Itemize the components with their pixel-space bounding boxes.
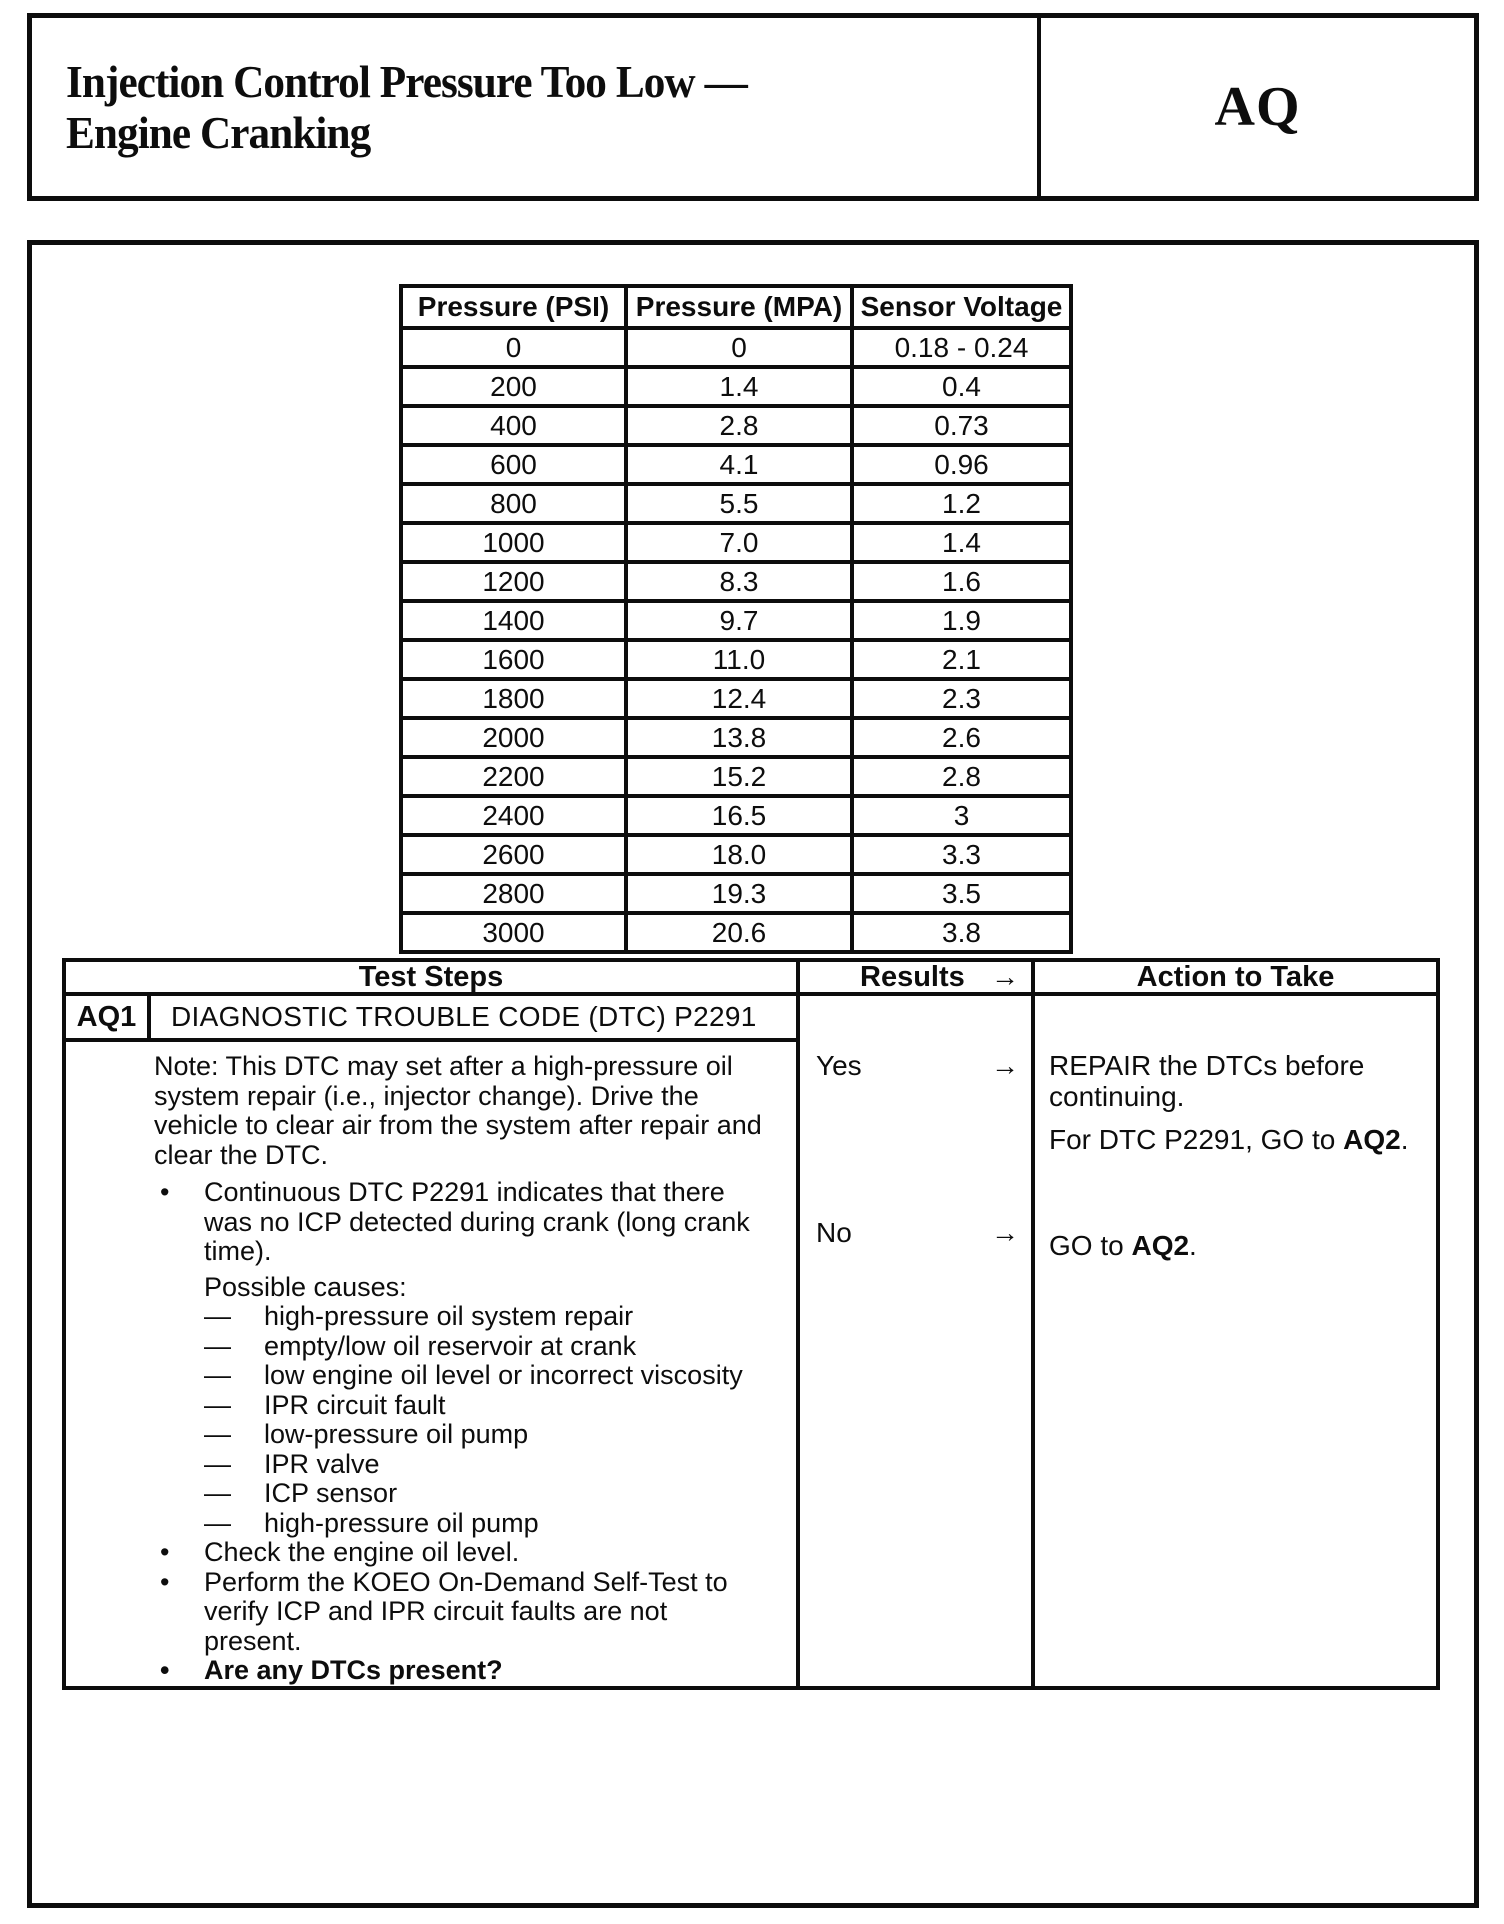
pressure-cell: 1.6 [852, 562, 1071, 601]
causes-list [154, 1302, 778, 1538]
pressure-cell: 1200 [401, 562, 626, 601]
cause-item [204, 1509, 778, 1539]
goto-step-ref: AQ2 [1343, 1124, 1401, 1155]
bullet-icon: • [160, 1566, 170, 1597]
cause-item [204, 1479, 778, 1509]
pressure-row [401, 718, 1071, 757]
bullet-text: Check the engine oil level. [204, 1537, 520, 1567]
pressure-cell: 8.3 [626, 562, 852, 601]
step-title: DIAGNOSTIC TROUBLE CODE (DTC) P2291 [171, 1001, 757, 1032]
step-instructions [66, 1042, 796, 1686]
step-header-row [66, 996, 796, 1042]
code-cell [1041, 18, 1474, 196]
goto-text: For DTC P2291, GO to [1049, 1124, 1344, 1155]
pressure-cell: 1400 [401, 601, 626, 640]
pressure-cell: 400 [401, 406, 626, 445]
pressure-cell: 0.4 [852, 367, 1071, 406]
dash-icon: — [204, 1301, 231, 1331]
right-arrow-icon: → [991, 1050, 1019, 1081]
list-item-question [160, 1656, 778, 1686]
pressure-row [401, 835, 1071, 874]
page-title [66, 56, 747, 158]
action-yes-block [1049, 1050, 1419, 1155]
cause-text: low-pressure oil pump [264, 1419, 529, 1449]
goto-period: . [1400, 1124, 1409, 1155]
pressure-cell: 2200 [401, 757, 626, 796]
pressure-cell: 3.5 [852, 874, 1071, 913]
pressure-cell: 19.3 [626, 874, 852, 913]
pressure-cell: 2800 [401, 874, 626, 913]
cause-item [204, 1391, 778, 1421]
cause-item [204, 1361, 778, 1391]
col-header-sensor-voltage: Sensor Voltage [852, 286, 1071, 328]
pressure-row [401, 757, 1071, 796]
pressure-cell: 0 [626, 328, 852, 367]
pressure-cell: 1800 [401, 679, 626, 718]
pressure-row [401, 913, 1071, 952]
result-yes-row [800, 1050, 1031, 1082]
action-yes-goto [1049, 1124, 1419, 1155]
cause-text: low engine oil level or incorrect viscosity [264, 1360, 743, 1390]
pressure-cell: 600 [401, 445, 626, 484]
pressure-cell: 2600 [401, 835, 626, 874]
pressure-cell: 11.0 [626, 640, 852, 679]
pressure-cell: 1.9 [852, 601, 1071, 640]
pressure-row [401, 406, 1071, 445]
result-no-label: No [816, 1217, 852, 1248]
pressure-cell: 3000 [401, 913, 626, 952]
pressure-cell: 5.5 [626, 484, 852, 523]
pressure-cell: 1000 [401, 523, 626, 562]
pressure-cell: 2400 [401, 796, 626, 835]
pressure-cell: 15.2 [626, 757, 852, 796]
dash-icon: — [204, 1507, 231, 1538]
bullet-icon: • [160, 1537, 170, 1567]
cause-item [204, 1420, 778, 1450]
dash-icon: — [204, 1419, 231, 1449]
results-cell [800, 996, 1035, 1686]
pressure-cell: 3.3 [852, 835, 1071, 874]
bullet-icon: • [160, 1177, 170, 1207]
cause-item [204, 1332, 778, 1362]
goto-period: . [1189, 1230, 1197, 1261]
list-item [160, 1178, 778, 1267]
pressure-cell: 18.0 [626, 835, 852, 874]
col-header-pressure-mpa: Pressure (MPA) [626, 286, 852, 328]
step-id: AQ1 [66, 996, 151, 1038]
cause-item [204, 1450, 778, 1480]
pressure-cell: 7.0 [626, 523, 852, 562]
col-header-results [800, 962, 1035, 996]
test-steps-cell [66, 996, 800, 1686]
pressure-row [401, 484, 1071, 523]
pressure-cell: 1.2 [852, 484, 1071, 523]
cause-text: high-pressure oil pump [264, 1507, 539, 1538]
pressure-cell: 2000 [401, 718, 626, 757]
procedure-code: AQ [1214, 76, 1301, 138]
dash-icon: — [204, 1478, 231, 1508]
action-cell [1035, 996, 1436, 1686]
dash-icon: — [204, 1330, 231, 1361]
right-arrow-icon: → [991, 1217, 1019, 1248]
pressure-cell: 3.8 [852, 913, 1071, 952]
col-header-pressure-psi: Pressure (PSI) [401, 286, 626, 328]
list-item [160, 1568, 778, 1657]
action-yes-text: REPAIR the DTCs before continuing. [1049, 1050, 1365, 1112]
cause-text: ICP sensor [264, 1478, 398, 1508]
page-title-line2: Engine Cranking [66, 107, 371, 158]
pressure-row [401, 601, 1071, 640]
pressure-cell: 1.4 [852, 523, 1071, 562]
bullet-text: Perform the KOEO On-Demand Self-Test to verify ICP and IPR circuit faults are not present. [204, 1566, 728, 1656]
result-no-row [800, 1217, 1031, 1249]
col-header-action: Action to Take [1035, 962, 1436, 996]
pressure-cell: 2.8 [852, 757, 1071, 796]
pressure-row [401, 679, 1071, 718]
page-title-line1: Injection Control Pressure Too Low — [66, 56, 747, 107]
pressure-row [401, 562, 1071, 601]
pressure-header-row [401, 286, 1071, 328]
pressure-cell: 16.5 [626, 796, 852, 835]
right-arrow-icon: → [991, 961, 1019, 992]
step-note: Note: This DTC may set after a high-pressure oil system repair (i.e., injector change). Drive the vehicle to clear air from the system after repair and clear the DTC. [154, 1051, 762, 1170]
pressure-cell: 1600 [401, 640, 626, 679]
cause-text: high-pressure oil system repair [264, 1301, 634, 1331]
list-item [160, 1538, 778, 1568]
results-header-label: Results [860, 960, 965, 993]
pressure-cell: 0.96 [852, 445, 1071, 484]
pressure-row [401, 874, 1071, 913]
pressure-cell: 800 [401, 484, 626, 523]
pressure-cell: 1.4 [626, 367, 852, 406]
pressure-cell: 0 [401, 328, 626, 367]
pressure-row [401, 367, 1071, 406]
goto-text: GO to [1049, 1230, 1132, 1261]
pressure-row [401, 523, 1071, 562]
col-header-test-steps: Test Steps [66, 962, 800, 996]
dash-icon: — [204, 1360, 231, 1390]
dash-icon: — [204, 1448, 231, 1479]
bullet-icon: • [160, 1655, 170, 1685]
dash-icon: — [204, 1389, 231, 1420]
pressure-cell: 200 [401, 367, 626, 406]
title-cell [32, 18, 1041, 196]
pressure-row [401, 796, 1071, 835]
possible-causes-label: Possible causes: [204, 1271, 407, 1302]
pressure-cell: 20.6 [626, 913, 852, 952]
pressure-cell: 0.18 - 0.24 [852, 328, 1071, 367]
cause-item [204, 1302, 778, 1332]
bullet-text: Are any DTCs present? [204, 1655, 503, 1685]
result-yes-label: Yes [816, 1050, 862, 1081]
pressure-cell: 3 [852, 796, 1071, 835]
goto-step-ref: AQ2 [1131, 1230, 1190, 1261]
pressure-cell: 2.6 [852, 718, 1071, 757]
pressure-cell: 4.1 [626, 445, 852, 484]
pressure-cell: 2.8 [626, 406, 852, 445]
pressure-table-body [401, 328, 1071, 952]
pressure-cell: 2.1 [852, 640, 1071, 679]
pressure-cell: 2.3 [852, 679, 1071, 718]
pressure-row [401, 445, 1071, 484]
pressure-conversion-table [399, 284, 1073, 954]
test-steps-table [62, 958, 1440, 1690]
title-block [27, 13, 1479, 201]
pressure-cell: 12.4 [626, 679, 852, 718]
cause-text: IPR valve [264, 1448, 380, 1479]
cause-text: IPR circuit fault [264, 1389, 446, 1420]
cause-text: empty/low oil reservoir at crank [264, 1330, 637, 1361]
action-no-block [1049, 1230, 1197, 1261]
pressure-cell: 9.7 [626, 601, 852, 640]
pressure-row [401, 640, 1071, 679]
pressure-cell: 13.8 [626, 718, 852, 757]
bullet-text: Continuous DTC P2291 indicates that there was no ICP detected during crank (long crank time). [204, 1177, 750, 1266]
pressure-row [401, 328, 1071, 367]
pressure-cell: 0.73 [852, 406, 1071, 445]
